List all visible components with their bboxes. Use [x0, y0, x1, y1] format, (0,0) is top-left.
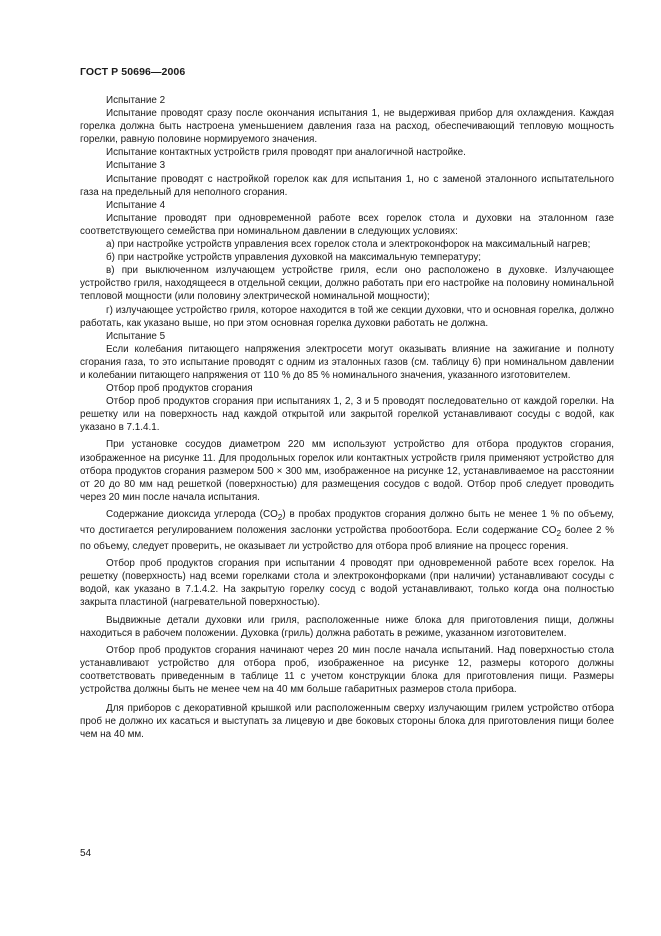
list-item-g: г) излучающее устройство гриля, которое находится в той же секции духовки, что и основная горелка, должно работать, как указано выше, но при этом основная горелка духовки работать не должна. — [80, 304, 614, 329]
drawer-parts-paragraph: Выдвижные детали духовки или гриля, расположенные ниже блока для приготовления пищи, должны находиться в рабочем положении. Духовка (гриль) должна работать в режиме, указанном изготовителем. — [80, 614, 614, 639]
test-3-heading: Испытание 3 — [106, 160, 166, 172]
test-3-paragraph: Испытание проводят с настройкой горелок как для испытания 1, но с заменой эталонного испытательного газа на предельный для неполного сгорания. — [80, 173, 614, 198]
test-4-paragraph: Испытание проводят при одновременной работе всех горелок стола и духовки на эталонном газе соответствующего семейства при номинальном давлении в следующих условиях: — [80, 212, 614, 237]
page-number: 54 — [80, 848, 92, 859]
co2-subscript-2: 2 — [556, 528, 562, 538]
co2-text-part-2: ) в пробах продуктов сгорания должно быть не менее 1 % по объему, что достигается регулированием положения заслонки устройства пробоотбора. Если содержание CO — [80, 508, 614, 536]
test-5-heading: Испытание 5 — [106, 330, 166, 342]
co2-text-part-1: Содержание диоксида углерода (CO — [106, 508, 278, 520]
test-5-paragraph: Если колебания питающего напряжения электросети могут оказывать влияние на зажигание и полноту сгорания газа, то это испытание проводят с одним из эталонных газов (см. таблицу 6) при номинальном давлении и колебании питающего напряжения от 110 % до 85 % номинального значения, указанного изготовителем. — [80, 343, 614, 381]
list-item-v: в) при выключенном излучающем устройстве гриля, если оно расположено в духовке. Излучающее устройство гриля, находящееся в отдельной секции, должно работать при его настройке на половину номинальной тепловой мощности (или половину электрической номинальной мощности); — [80, 265, 614, 303]
sampling-heading: Отбор проб продуктов сгорания — [106, 383, 253, 395]
document-standard-header: ГОСТ Р 50696—2006 — [80, 66, 186, 78]
grill-contact-paragraph: Испытание контактных устройств гриля проводят при аналогичной настройке. — [106, 147, 466, 159]
sampling-paragraph-1: Отбор проб продуктов сгорания при испытаниях 1, 2, 3 и 5 проводят последовательно от каждой горелки. На решетку или на поверхность над каждой открытой или закрытой горелкой устанавливают сосуды с водой, как указано в 7.1.4.1. — [80, 396, 614, 434]
co2-subscript-1: 2 — [277, 512, 283, 522]
document-body — [80, 94, 614, 741]
sampling-start-paragraph: Отбор проб продуктов сгорания начинают через 20 мин после начала испытаний. Над поверхностью стола устанавливают устройство для отбора проб, изображенное на рисунке 12, размеры которого должны соответствовать приведенным в таблице 11 с учетом конструкции блока для приготовления пищи. Размеры устройства должны быть не менее чем на 40 мм больше габаритных размеров стола прибора. — [80, 644, 614, 695]
sampling-paragraph-2: При установке сосудов диаметром 220 мм используют устройство для отбора продуктов сгорания, изображенное на рисунке 11. Для продольных горелок или контактных устройств гриля применяют устройство для отбора продуктов сгорания размером 500 × 300 мм, изображенное на рисунке 12, устанавливаемое на расстоянии от 20 до 80 мм над решеткой (поверхностью) для размещения сосудов с водой. Отбор проб следует проводить через 20 мин после начала испытания. — [80, 439, 614, 503]
co2-text-part-3: более 2 % по объему, следует проверить, не оказывает ли устройство для отбора проб влияние на процесс горения. — [80, 524, 614, 553]
decorative-lid-paragraph: Для приборов с декоративной крышкой или расположенным сверху излучающим грилем устройство отбора проб не должно их касаться и выступать за лицевую и две боковых стороны блока для приготовления пищи более чем на 40 мм. — [80, 703, 614, 741]
co2-content-paragraph — [80, 508, 614, 553]
test-2-paragraph: Испытание проводят сразу после окончания испытания 1, не выдерживая прибор для охлаждения. Каждая горелка должна быть настроена уменьшением давления газа на расход, обеспечивающий тепловую мощность горелки, равную половине нормируемого значения. — [80, 108, 614, 146]
list-item-b: б) при настройке устройств управления духовкой на максимальную температуру; — [106, 252, 482, 264]
list-item-a: а) при настройке устройств управления всех горелок стола и электроконфорок на максимальный нагрев; — [106, 239, 591, 251]
sampling-test-4-paragraph: Отбор проб продуктов сгорания при испытании 4 проводят при одновременной работе всех горелок. На решетку (поверхность) над всеми горелками стола и электроконфорками (при наличии) устанавливают сосуды с водой, как указано в 7.1.4.2. На закрытую горелку сосуд с водой устанавливают, только когда она полностью закрыта пластиной (нагревательной поверхностью). — [80, 558, 614, 609]
test-2-heading: Испытание 2 — [106, 95, 166, 106]
test-4-heading: Испытание 4 — [106, 199, 166, 211]
